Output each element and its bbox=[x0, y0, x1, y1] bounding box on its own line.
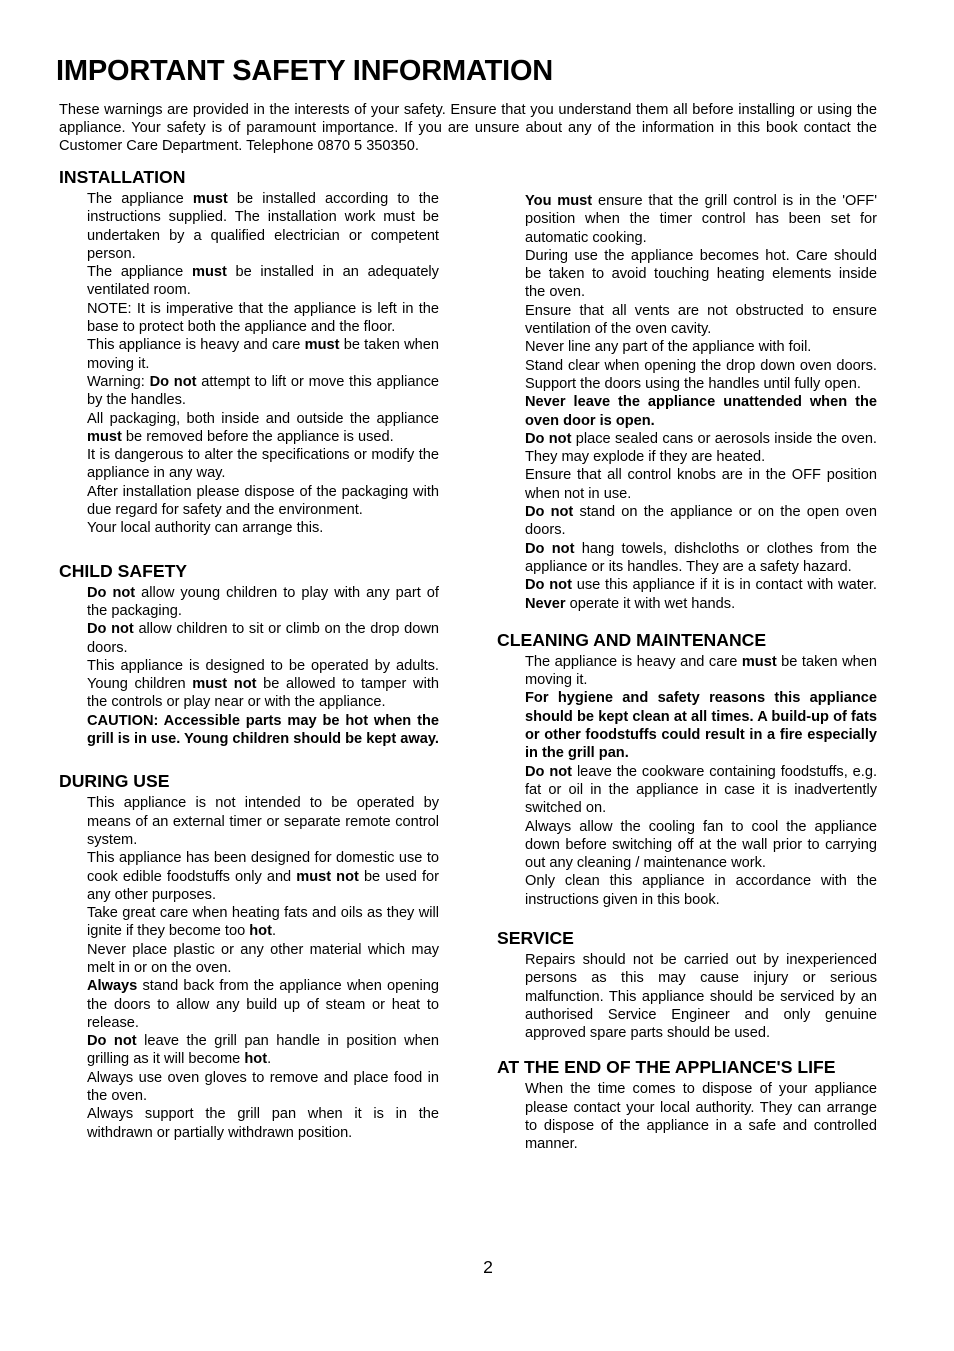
section-paragraph bbox=[525, 689, 877, 762]
section-service bbox=[497, 927, 877, 1042]
bold-text: must bbox=[87, 428, 122, 445]
section-body bbox=[525, 951, 877, 1042]
section-installation bbox=[59, 166, 439, 538]
bold-text: hot bbox=[244, 1051, 268, 1068]
page-number: 2 bbox=[483, 1257, 493, 1277]
during-use-continued bbox=[525, 192, 877, 613]
section-paragraph: This appliance is heavy and care must be taken when moving it. bbox=[87, 337, 439, 372]
section-paragraph: Do not allow children to sit or climb on the drop down doors. bbox=[87, 621, 439, 656]
bold-text: You must bbox=[525, 193, 593, 209]
section-paragraph: This appliance is not intended to be operated by means of an external timer or separate remote control system. bbox=[87, 795, 439, 848]
section-body bbox=[525, 1080, 877, 1153]
section-paragraph bbox=[87, 712, 439, 749]
section-paragraph: The appliance must be installed according to the instructions supplied. The installation work must be undertaken by a qualified electrician or competent person. bbox=[87, 191, 439, 262]
bold-text: must not bbox=[192, 676, 257, 693]
section-paragraph: Do not leave the grill pan handle in position when grilling as it will become hot. bbox=[87, 1033, 439, 1068]
section-paragraph: Never line any part of the appliance with foil. bbox=[525, 339, 812, 356]
bold-text: hot bbox=[249, 923, 272, 940]
section-paragraph: The appliance must be installed in an adequately ventilated room. bbox=[87, 264, 439, 299]
section-paragraph: Your local authority can arrange this. bbox=[87, 520, 324, 537]
page-title: IMPORTANT SAFETY INFORMATION bbox=[56, 55, 554, 87]
section-paragraph: When the time comes to dispose of your appliance please contact your local authority. They can arrange to dispose of the appliance in a safe and controlled manner. bbox=[525, 1081, 877, 1153]
section-paragraph: Do not use this appliance if it is in contact with water. Never operate it with wet hands. bbox=[525, 577, 877, 612]
section-paragraph: Do not hang towels, dishcloths or clothes from the appliance or its handles. They are a safety hazard. bbox=[525, 540, 878, 575]
section-paragraph: Warning: Do not attempt to lift or move this appliance by the handles. bbox=[87, 373, 439, 409]
bold-text: must bbox=[304, 337, 340, 354]
section-body bbox=[87, 190, 439, 538]
section-paragraph: This appliance is designed to be operated by adults. Young children must not be allowed to tamper with the controls or play near or with the appliance. bbox=[87, 657, 439, 711]
section-child-safety bbox=[59, 560, 439, 749]
bold-text: Always bbox=[87, 978, 138, 995]
section-paragraph: Ensure that all control knobs are in the OFF position when not in use. bbox=[525, 467, 877, 502]
section-paragraph: Stand clear when opening the drop down oven doors. Support the doors using the handles until fully open. bbox=[525, 357, 877, 392]
section-paragraph: The appliance is heavy and care must be taken when moving it. bbox=[525, 653, 877, 689]
bold-text: Do not bbox=[525, 540, 575, 557]
section-paragraph: During use the appliance becomes hot. Care should be taken to avoid touching heating elements inside the oven. bbox=[525, 247, 877, 301]
section-paragraph: Always support the grill pan when it is in the withdrawn or partially withdrawn position. bbox=[87, 1106, 439, 1141]
bold-text: must bbox=[191, 264, 227, 281]
bold-text: Do not bbox=[525, 504, 574, 521]
section-heading: INSTALLATION bbox=[59, 167, 186, 187]
section-paragraph: Ensure that all vents are not obstructed to ensure ventilation of the oven cavity. bbox=[525, 302, 877, 338]
section-heading: SERVICE bbox=[497, 927, 574, 948]
section-paragraph: Never place plastic or any other material which may melt in or on the oven. bbox=[87, 941, 439, 976]
section-paragraph: Do not place sealed cans or aerosols inside the oven. They may explode if they are heated. bbox=[525, 430, 877, 466]
section-paragraph: You must ensure that the grill control is in the 'OFF' position when the timer control has been set for automatic cooking. bbox=[525, 193, 878, 246]
section-heading: DURING USE bbox=[59, 771, 170, 792]
section-heading: CHILD SAFETY bbox=[59, 560, 188, 581]
section-paragraph: Do not stand on the appliance or on the open oven doors. bbox=[525, 504, 877, 539]
section-body bbox=[87, 794, 439, 1142]
bold-text: must not bbox=[296, 868, 359, 885]
bold-text: For hygiene and safety reasons this appliance should be kept clean at all times. A build-up of fats or other foodstuffs could result in a fire especially in the grill pan. bbox=[525, 690, 877, 762]
section-body bbox=[87, 584, 439, 749]
intro-paragraph: These warnings are provided in the interests of your safety. Ensure that you understand them all before installing or using the appliance. Your safety is of paramount importance. If you are unsure about any of the information in this book contact the Customer Care Department. Telephone 0870 5 350350. bbox=[59, 102, 877, 154]
left-column bbox=[59, 166, 439, 1142]
section-paragraph: Always stand back from the appliance when opening the doors to allow any build up of steam or heat to release. bbox=[87, 978, 439, 1031]
bold-text: Do not bbox=[525, 577, 572, 594]
bold-text: Do not bbox=[149, 373, 197, 390]
section-paragraph: Only clean this appliance in accordance with the instructions given in this book. bbox=[525, 873, 877, 908]
bold-text: Never bbox=[525, 595, 566, 612]
section-paragraph: Do not allow young children to play with any part of the packaging. bbox=[87, 584, 439, 619]
section-during-use bbox=[59, 770, 439, 1142]
section-paragraph: Do not leave the cookware containing foodstuffs, e.g. fat or oil in the appliance in case it is inadvertently switched on. bbox=[525, 763, 878, 817]
bold-text: Do not bbox=[525, 763, 573, 780]
section-heading: AT THE END OF THE APPLIANCE'S LIFE bbox=[497, 1057, 836, 1078]
bold-text: CAUTION: Accessible parts may be hot when the grill is in use. Young children should be kept away. bbox=[87, 712, 439, 748]
section-paragraph: It is dangerous to alter the specifications or modify the appliance in any way. bbox=[87, 447, 439, 482]
section-paragraph: All packaging, both inside and outside the appliance must be removed before the appliance is used. bbox=[87, 410, 439, 445]
bold-text: must bbox=[741, 653, 777, 670]
bold-text: Do not bbox=[525, 430, 572, 447]
section-paragraph bbox=[525, 393, 877, 430]
section-paragraph: NOTE: It is imperative that the appliance is left in the base to protect both the appliance and the floor. bbox=[87, 300, 439, 336]
section-paragraph: Always allow the cooling fan to cool the appliance down before switching off at the wall prior to carrying out any cleaning / maintenance work. bbox=[525, 818, 877, 872]
section-at-the-end-of-the-appliance-s-life bbox=[497, 1056, 877, 1153]
section-paragraph: Repairs should not be carried out by inexperienced persons as this may cause injury or serious malfunction. This appliance should be serviced by an authorised Service Engineer and only genuine approved spare parts should be used. bbox=[525, 951, 877, 1042]
section-paragraph: Always use oven gloves to remove and place food in the oven. bbox=[87, 1069, 439, 1105]
bold-text: Do not bbox=[87, 584, 136, 601]
section-paragraph: This appliance has been designed for domestic use to cook edible foodstuffs only and must not be used for any other purposes. bbox=[87, 850, 439, 903]
section-heading: CLEANING AND MAINTENANCE bbox=[497, 629, 767, 650]
section-body bbox=[525, 653, 877, 909]
bold-text: Do not bbox=[87, 621, 134, 638]
section-paragraph: Take great care when heating fats and oils as they will ignite if they become too hot. bbox=[87, 905, 439, 940]
right-column bbox=[497, 192, 877, 1154]
section-cleaning-and-maintenance bbox=[497, 629, 877, 909]
bold-text: Do not bbox=[87, 1033, 137, 1050]
bold-text: Never leave the appliance unattended when the oven door is open. bbox=[525, 394, 877, 429]
section-paragraph: After installation please dispose of the packaging with due regard for safety and the environment. bbox=[87, 483, 439, 519]
bold-text: must bbox=[192, 191, 228, 207]
